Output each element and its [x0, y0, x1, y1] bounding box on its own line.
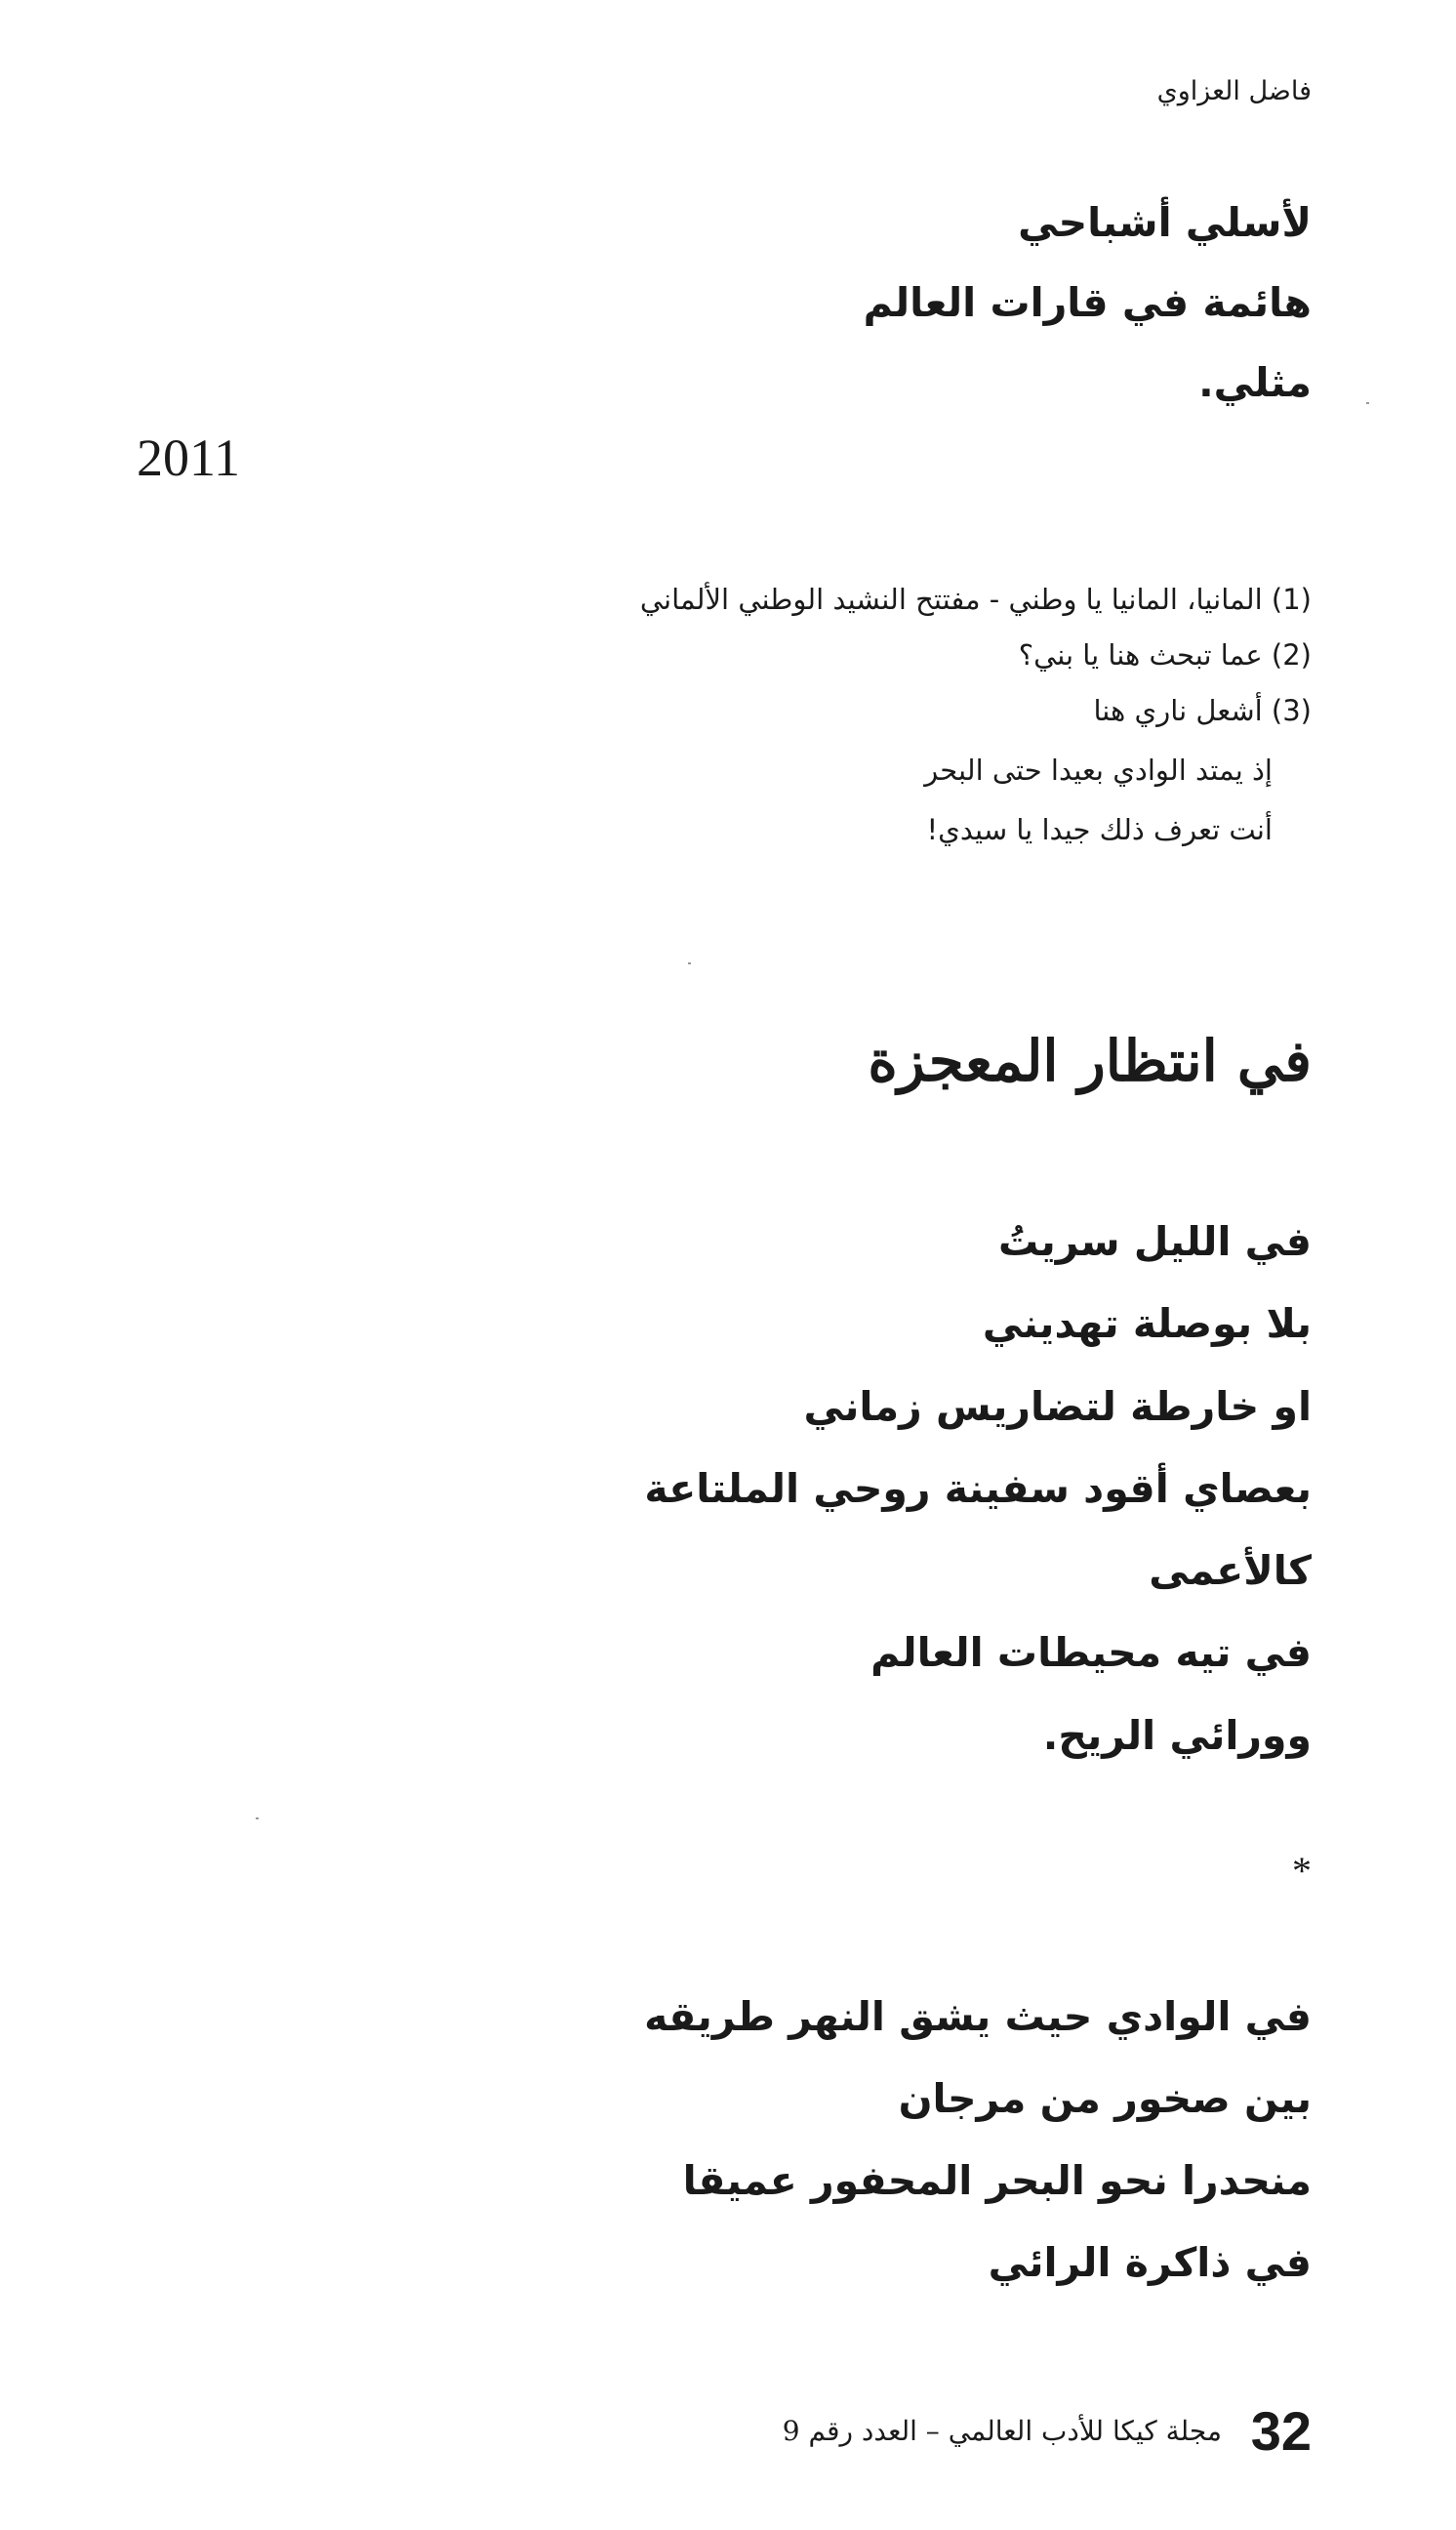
page-number: 32 [1250, 2400, 1312, 2462]
poem-line: او خارطة لتضاريس زماني [803, 1383, 1312, 1430]
poem-line: بلا بوصلة تهديني [982, 1300, 1312, 1347]
section-title: في انتظار المعجزة [868, 1028, 1312, 1094]
scan-speck [688, 962, 691, 964]
stanza-separator: * [1292, 1849, 1312, 1893]
poem-line: بعصاي أقود سفينة روحي الملتاعة [644, 1465, 1312, 1512]
poem-line: كالأعمى [1149, 1547, 1312, 1594]
poem-line: وورائي الريح. [1042, 1712, 1312, 1759]
footnote: (3) أشعل ناري هنا [1093, 694, 1312, 727]
poem-line: بين صخور من مرجان [898, 2075, 1312, 2122]
poem-line: هائمة في قارات العالم [863, 279, 1312, 326]
footnote-continuation: أنت تعرف ذلك جيدا يا سيدي! [926, 813, 1273, 846]
poem-line: منحدرا نحو البحر المحفور عميقا [682, 2157, 1312, 2204]
scan-speck [1366, 402, 1369, 404]
author-name: فاضل العزاوي [1156, 76, 1312, 106]
scan-speck [256, 1817, 259, 1819]
footnote: (2) عما تبحث هنا يا بني؟ [1018, 638, 1312, 672]
poem-line: في الليل سريتُ [997, 1218, 1312, 1265]
poem-line: في تيه محيطات العالم [870, 1629, 1312, 1676]
journal-footer: مجلة كيكا للأدب العالمي – العدد رقم 9 [782, 2415, 1222, 2447]
footnote: (1) المانيا، المانيا يا وطني - مفتتح النشيد الوطني الألماني [639, 583, 1312, 616]
poem-line: لأسلي أشباحي [1018, 199, 1312, 246]
poem-line: مثلي. [1198, 359, 1312, 406]
poem-line: في ذاكرة الرائي [988, 2239, 1312, 2286]
footnote-continuation: إذ يمتد الوادي بعيدا حتى البحر [924, 754, 1273, 787]
poem-year: 2011 [137, 428, 240, 487]
poem-line: في الوادي حيث يشق النهر طريقه [644, 1993, 1312, 2040]
